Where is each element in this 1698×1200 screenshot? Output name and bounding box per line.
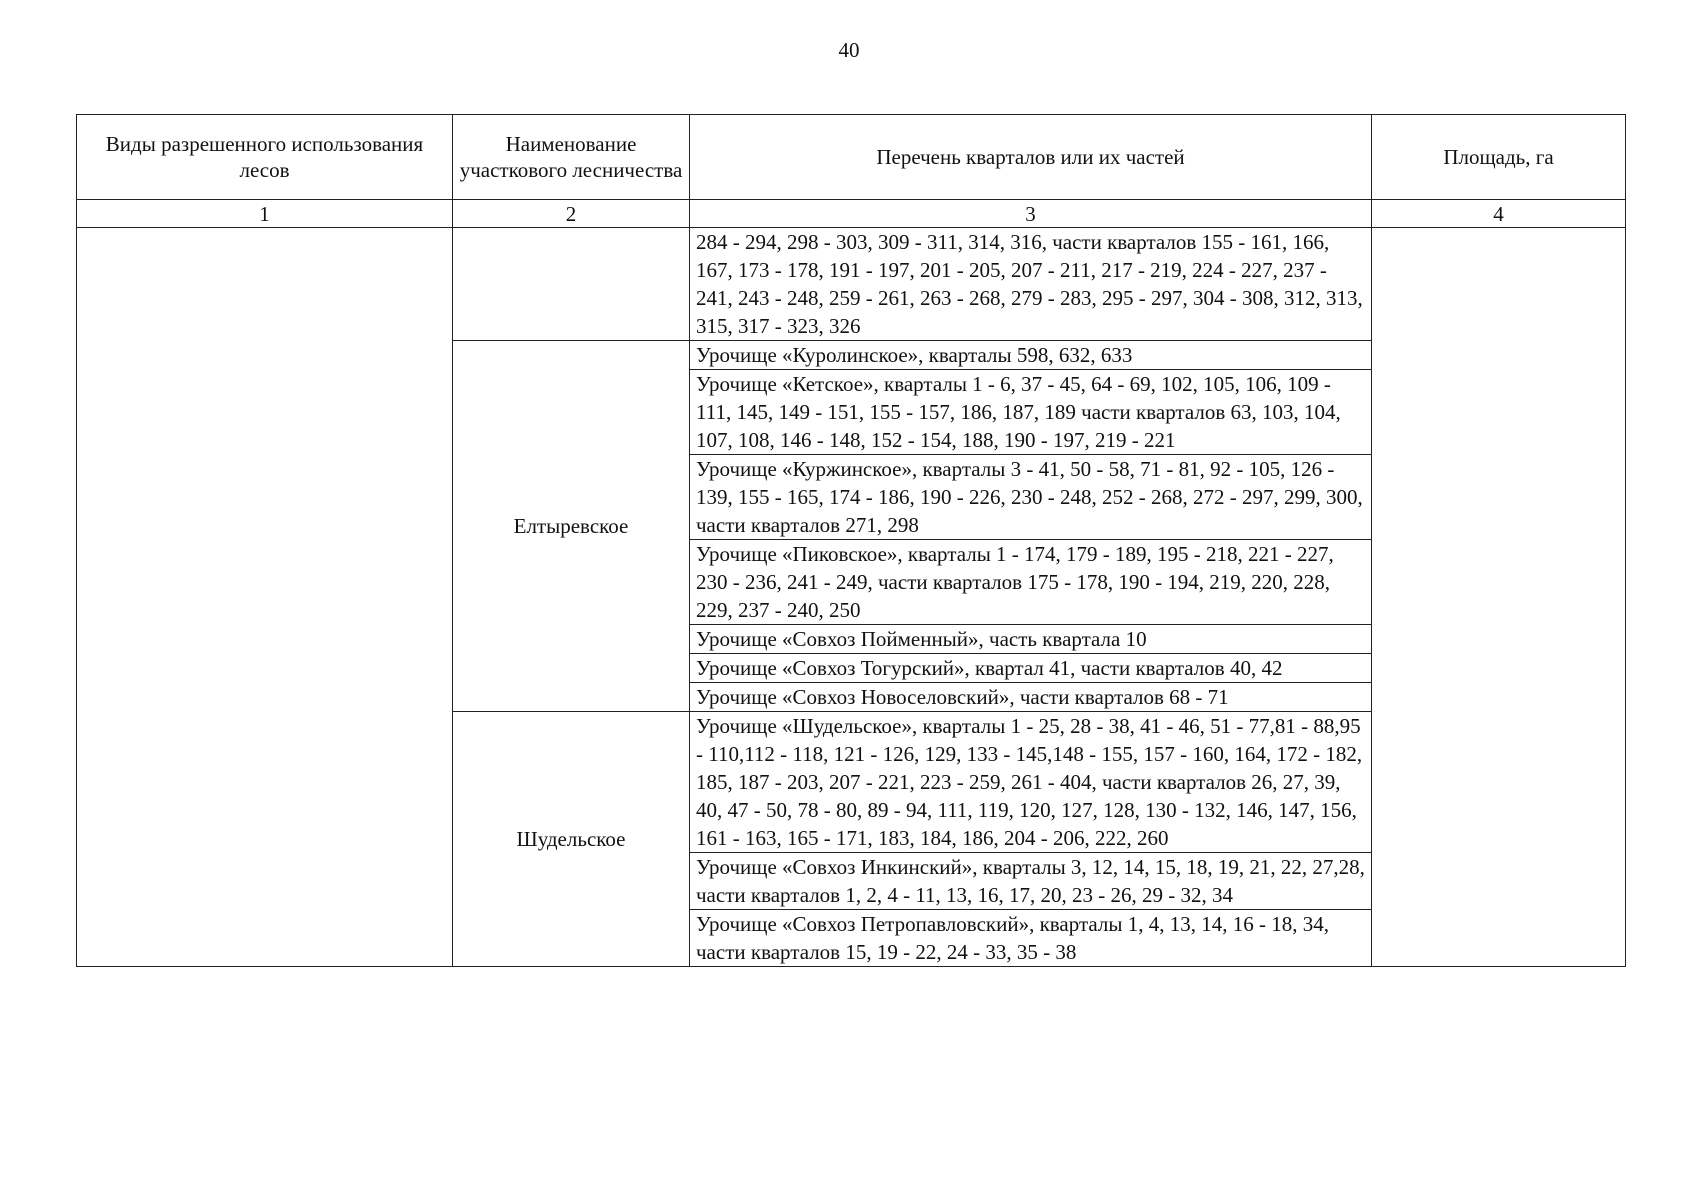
- column-number: 3: [690, 200, 1372, 228]
- tract-entry: Урочище «Совхоз Инкинский», кварталы 3, 12, 14, 15, 18, 19, 21, 22, 27,28, части кварталов 1, 2, 4 - 11, 13, 16, 17, 20, 23 - 26, 29 - 32, 34: [690, 853, 1372, 910]
- forest-quarters-table: [76, 114, 1626, 967]
- header-quarters-list: Перечень кварталов или их частей: [690, 115, 1372, 200]
- forestry-cell-continued: [453, 228, 690, 341]
- page-number: 40: [838, 38, 860, 62]
- tract-entry: Урочище «Пиковское», кварталы 1 - 174, 179 - 189, 195 - 218, 221 - 227, 230 - 236, 241 - 249, части кварталов 175 - 178, 190 - 194, 219, 220, 228, 229, 237 - 240, 250: [690, 540, 1372, 625]
- header-row: [77, 115, 1626, 200]
- column-number: 4: [1372, 200, 1626, 228]
- table-row: [77, 228, 1626, 341]
- forestry-eltyrevskoe: Елтыревское: [453, 341, 690, 712]
- tract-entry: Урочище «Куролинское», кварталы 598, 632, 633: [690, 341, 1372, 370]
- tract-entry: Урочище «Совхоз Новоселовский», части кварталов 68 - 71: [690, 683, 1372, 712]
- header-area: Площадь, га: [1372, 115, 1626, 200]
- header-usage-type: Виды разрешенного использования лесов: [77, 115, 453, 200]
- tract-entry: Урочище «Совхоз Тогурский», квартал 41, части кварталов 40, 42: [690, 654, 1372, 683]
- tract-entry: Урочище «Шудельское», кварталы 1 - 25, 28 - 38, 41 - 46, 51 - 77,81 - 88,95 - 110,112 - 118, 121 - 126, 129, 133 - 145,148 - 155, 157 - 160, 164, 172 - 182, 185, 187 - 203, 207 - 221, 223 - 259, 261 - 404, части кварталов 26, 27, 39, 40, 47 - 50, 78 - 80, 89 - 94, 111, 119, 120, 127, 128, 130 - 132, 146, 147, 156, 161 - 163, 165 - 171, 183, 184, 186, 204 - 206, 222, 260: [690, 712, 1372, 853]
- usage-type-cell: [77, 228, 453, 967]
- header-forestry-name: Наименование участкового лесничества: [453, 115, 690, 200]
- tract-entry: Урочище «Совхоз Петропавловский», кварталы 1, 4, 13, 14, 16 - 18, 34, части кварталов 15, 19 - 22, 24 - 33, 35 - 38: [690, 910, 1372, 967]
- column-number-row: [77, 200, 1626, 228]
- column-number: 1: [77, 200, 453, 228]
- area-cell: [1372, 228, 1626, 967]
- quarters-continuation: 284 - 294, 298 - 303, 309 - 311, 314, 316, части кварталов 155 - 161, 166, 167, 173 - 178, 191 - 197, 201 - 205, 207 - 211, 217 - 219, 224 - 227, 237 - 241, 243 - 248, 259 - 261, 263 - 268, 279 - 283, 295 - 297, 304 - 308, 312, 313, 315, 317 - 323, 326: [690, 228, 1372, 341]
- tract-entry: Урочище «Кетское», кварталы 1 - 6, 37 - 45, 64 - 69, 102, 105, 106, 109 - 111, 145, 149 - 151, 155 - 157, 186, 187, 189 части кварталов 63, 103, 104, 107, 108, 146 - 148, 152 - 154, 188, 190 - 197, 219 - 221: [690, 370, 1372, 455]
- column-number: 2: [453, 200, 690, 228]
- tract-entry: Урочище «Куржинское», кварталы 3 - 41, 50 - 58, 71 - 81, 92 - 105, 126 - 139, 155 - 165, 174 - 186, 190 - 226, 230 - 248, 252 - 268, 272 - 297, 299, 300, части кварталов 271, 298: [690, 455, 1372, 540]
- tract-entry: Урочище «Совхоз Пойменный», часть квартала 10: [690, 625, 1372, 654]
- forestry-shudelskoe: Шудельское: [453, 712, 690, 967]
